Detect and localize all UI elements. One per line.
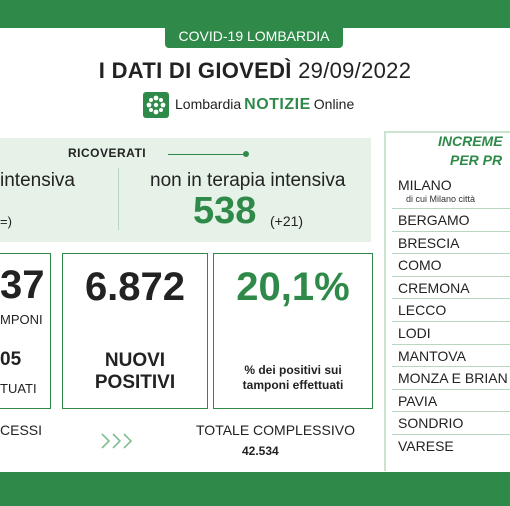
nuovi-positivi-label [62, 350, 208, 394]
province-name: MILANO [398, 177, 452, 193]
tamponi-label: MPONI [0, 312, 43, 327]
nuovi-positivi-label-line1: NUOVI [104, 350, 166, 371]
ricoverati-divider [168, 154, 244, 155]
percentuale-value: 20,1% [236, 265, 350, 309]
percentuale-label-line2: tamponi effettuati [242, 378, 344, 392]
decessi-label: CESSI [0, 422, 43, 438]
lombardia-rose-icon [143, 92, 169, 118]
logo-notizie: NOTIZIE [244, 96, 311, 113]
list-item: MONZA E BRIAN [392, 367, 510, 390]
non-terapia-intensiva-delta: (+21) [270, 213, 304, 229]
province-note: di cui Milano città [406, 194, 476, 204]
list-item: BERGAMO [392, 209, 510, 232]
logo-suffix: Online [313, 96, 355, 112]
list-item: BRESCIA [392, 232, 510, 255]
ricoverati-separator [118, 168, 119, 230]
percentuale-label [213, 363, 373, 393]
bottom-bar [0, 472, 510, 506]
province-title-line2: PER PR [450, 152, 503, 168]
ricoverati-dot-icon [243, 151, 249, 157]
chevrons-right-icon [100, 432, 138, 450]
non-terapia-intensiva-value: 538 [193, 190, 257, 232]
header-tag: COVID-19 LOMBARDIA [165, 24, 343, 48]
ricoverati-label: RICOVERATI [68, 146, 147, 160]
tamponi-value: 37 [0, 263, 45, 307]
non-terapia-intensiva-label: non in terapia intensiva [150, 170, 346, 191]
totale-complessivo-value: 42.534 [242, 444, 279, 458]
list-item [392, 175, 510, 209]
list-item: COMO [392, 254, 510, 277]
tamponi-value-2: 05 [0, 349, 22, 370]
list-item: MANTOVA [392, 345, 510, 368]
province-title-line1: INCREME [438, 133, 503, 149]
list-item: LODI [392, 322, 510, 345]
title-prefix: I DATI DI GIOVEDÌ [98, 58, 292, 83]
page-title [0, 58, 510, 84]
totale-complessivo-label: TOTALE COMPLESSIVO [196, 422, 355, 438]
list-item: VARESE [398, 437, 454, 454]
nuovi-positivi-value: 6.872 [84, 265, 186, 309]
logo-text [175, 96, 354, 114]
tamponi-label-2: TUATI [0, 381, 37, 396]
terapia-intensiva-label: intensiva [0, 170, 75, 191]
list-item: CREMONA [392, 277, 510, 300]
list-item: SONDRIO [392, 412, 510, 435]
logo [143, 90, 354, 120]
province-panel-title [438, 132, 510, 170]
province-list [392, 175, 510, 458]
terapia-intensiva-delta: =) [0, 214, 12, 229]
list-item: LECCO [392, 299, 510, 322]
title-date: 29/09/2022 [298, 58, 412, 83]
logo-brand: Lombardia [175, 96, 242, 112]
percentuale-label-line1: % dei positivi sui [244, 363, 342, 377]
nuovi-positivi-label-line2: POSITIVI [94, 372, 176, 393]
list-item: PAVIA [392, 390, 510, 413]
